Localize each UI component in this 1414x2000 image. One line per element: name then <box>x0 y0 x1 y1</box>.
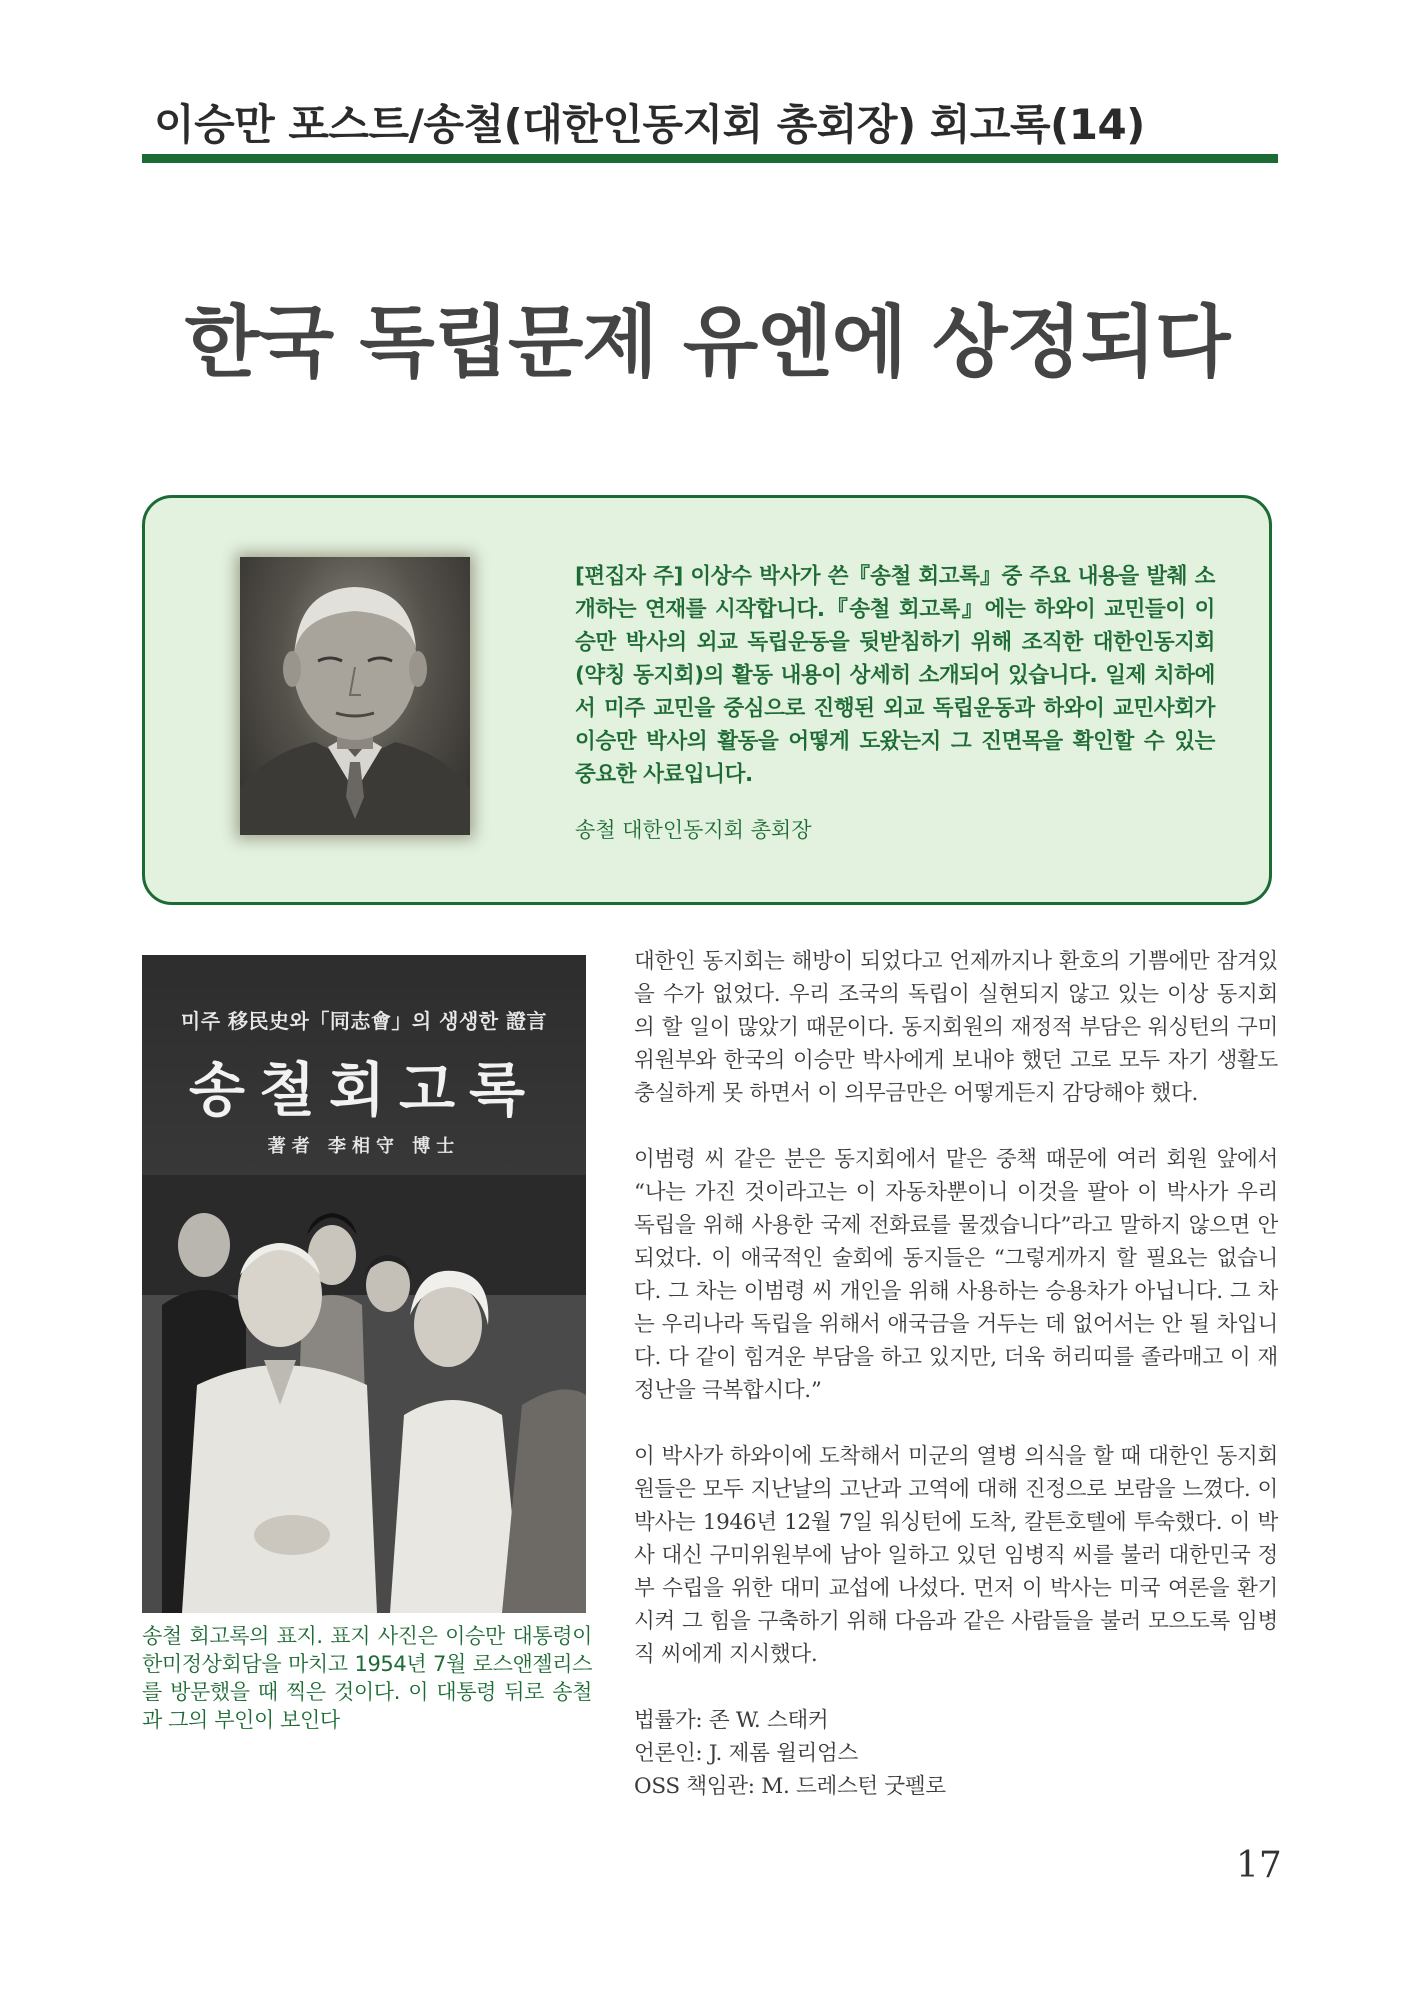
invitee-item: 언론인: J. 제롬 윌리엄스 <box>634 1741 858 1766</box>
body-paragraph-3: 이 박사가 하와이에 도착해서 미군의 열병 의식을 할 때 대한인 동지회원들은 모두 지난날의 고난과 고역에 대해 진정으로 보람을 느꼈다. 이 박사는 1946년 12월 7일 워싱턴에 도착, 칼튼호텔에 투숙했다. 이 박사 대신 구미위원부에 남아 일하고 있던 임병직 씨를 불러 대한민국 정부 수립을 위한 대미 교섭에 나섰다. 먼저 이 박사는 미국 여론을 환기시켜 그 힘을 구축하기 위해 다음과 같은 사람들을 불러 모으도록 임병직 씨에게 지시했다. <box>634 1444 1278 1667</box>
header-rule <box>142 154 1278 163</box>
cover-group-photo <box>142 1175 586 1613</box>
article-title: 한국 독립문제 유엔에 상정되다 <box>184 298 1230 388</box>
cover-subtitle: 미주 移民史와「同志會」의 생생한 證言 <box>180 1009 548 1033</box>
page-number: 17 <box>1236 1845 1282 1886</box>
invitee-item: OSS 책임관: M. 드레스턴 굿펠로 <box>634 1774 946 1799</box>
book-cover-image <box>142 955 586 1613</box>
body-paragraph-2: 이범령 씨 같은 분은 동지회에서 맡은 중책 때문에 여러 회원 앞에서 “나는 가진 것이라고는 이 자동차뿐이니 이것을 팔아 이 박사가 우리 독립을 위해 사용한 국제 전화료를 물겠습니다”라고 말하지 않으면 안 되었다. 이 애국적인 술회에 동지들은 “그렇게까지 할 필요는 없습니다. 그 차는 이범령 씨 개인을 위해 사용하는 승용차가 아닙니다. 그 차는 우리나라 독립을 위해서 애국금을 거두는 데 없어서는 안 될 차입니다. 다 같이 힘겨운 부담을 하고 있지만, 더욱 허리띠를 졸라매고 이 재정난을 극복합시다.” <box>634 1147 1278 1403</box>
portrait-photo <box>240 557 470 835</box>
cover-title: 송철회고록 <box>188 1056 540 1124</box>
cover-caption: 송철 회고록의 표지. 표지 사진은 이승만 대통령이 한미정상회담을 마치고 1954년 7월 로스앤젤리스를 방문했을 때 찍은 것이다. 이 대통령 뒤로 송철과 그의 부인이 보인다 <box>142 1624 592 1732</box>
body-paragraph-1: 대한인 동지회는 해방이 되었다고 언제까지나 환호의 기쁨에만 잠겨있을 수가 없었다. 우리 조국의 독립이 실현되지 않고 있는 이상 동지회의 할 일이 많았기 때문이다. 동지회원의 재정적 부담은 워싱턴의 구미위원부와 한국의 이승만 박사에게 보내야 했던 고로 모두 자기 생활도 충실하게 못 하면서 이 의무금만은 어떻게든지 감당해야 했다. <box>634 949 1278 1106</box>
series-title: 이승만 포스트/송철(대한인동지회 총회장) 회고록(14) <box>154 100 1145 149</box>
invitee-item: 법률가: 존 W. 스태커 <box>634 1708 829 1733</box>
cover-author: 著者 李相守 博士 <box>267 1136 461 1157</box>
editor-note-signature: 송철 대한인동지회 총회장 <box>575 818 812 842</box>
article-body <box>634 945 1278 1803</box>
invitee-list <box>634 1704 1278 1803</box>
editor-note-text: [편집자 주] 이상수 박사가 쓴『송철 회고록』중 주요 내용을 발췌 소개하는 연재를 시작합니다.『송철 회고록』에는 하와이 교민들이 이승만 박사의 외교 독립운동을 뒷받침하기 위해 조직한 대한인동지회(약칭 동지회)의 활동 내용이 상세히 소개되어 있습니다. 일제 치하에서 미주 교민을 중심으로 진행된 외교 독립운동과 하와이 교민사회가 이승만 박사의 활동을 어떻게 도왔는지 그 진면목을 확인할 수 있는 중요한 사료입니다. <box>575 564 1215 787</box>
